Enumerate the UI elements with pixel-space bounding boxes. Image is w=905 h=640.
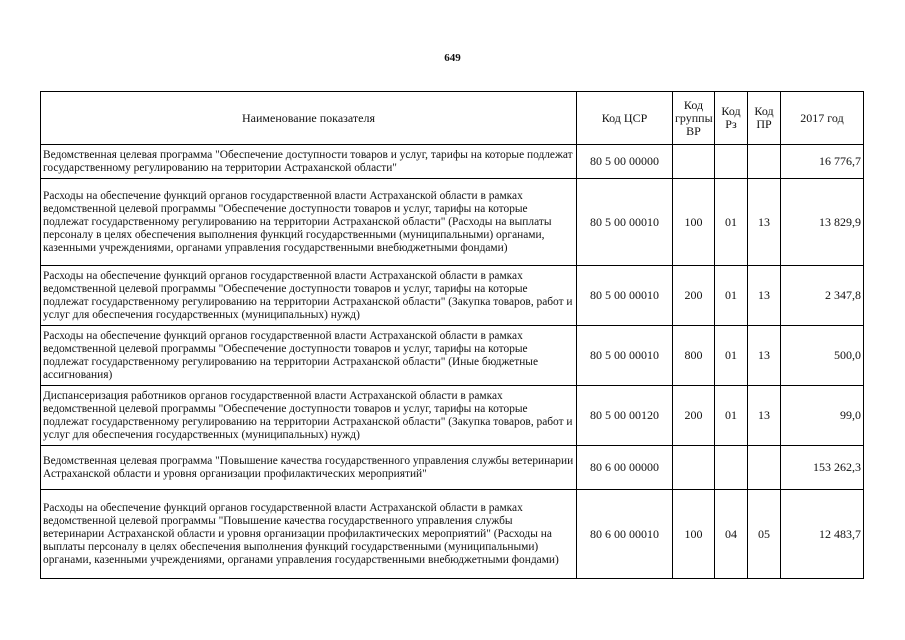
row-pr: 05	[748, 490, 781, 579]
row-vr: 100	[673, 490, 715, 579]
row-vr: 100	[673, 179, 715, 266]
header-name: Наименование показателя	[41, 92, 577, 145]
row-pr: 13	[748, 179, 781, 266]
row-name: Расходы на обеспечение функций органов государственной власти Астраханской области в рамках ведомственной целевой программы "Обеспечение доступности товаров и услуг, тарифы на которые подлежат государственному регулированию на территории Астраханской области" (Закупка товаров, работ и услуг для обеспечения государственных (муниципальных) нужд)	[41, 266, 577, 326]
row-amount: 12 483,7	[781, 490, 864, 579]
row-vr	[673, 145, 715, 179]
header-pr: Код ПР	[748, 92, 781, 145]
header-vr: Код группы ВР	[673, 92, 715, 145]
row-csr: 80 5 00 00010	[577, 326, 673, 386]
row-name: Ведомственная целевая программа "Обеспечение доступности товаров и услуг, тарифы на которые подлежат государственному регулированию на территории Астраханской области"	[41, 145, 577, 179]
row-vr: 800	[673, 326, 715, 386]
table-row	[41, 386, 864, 446]
row-name: Диспансеризация работников органов государственной власти Астраханской области в рамках ведомственной целевой программы "Обеспечение доступности товаров и услуг, тарифы на которые подлежат государственному регулированию на территории Астраханской области" (Закупка товаров, работ и услуг для обеспечения государственных (муниципальных) нужд)	[41, 386, 577, 446]
table-row	[41, 266, 864, 326]
table-row	[41, 179, 864, 266]
row-csr: 80 6 00 00010	[577, 490, 673, 579]
row-pr	[748, 446, 781, 490]
row-vr: 200	[673, 266, 715, 326]
table-header-row	[41, 92, 864, 145]
table-row	[41, 490, 864, 579]
table-row	[41, 446, 864, 490]
table-row	[41, 326, 864, 386]
header-rz: Код Рз	[715, 92, 748, 145]
row-csr: 80 5 00 00120	[577, 386, 673, 446]
row-rz	[715, 145, 748, 179]
header-year: 2017 год	[781, 92, 864, 145]
row-amount: 500,0	[781, 326, 864, 386]
row-amount: 13 829,9	[781, 179, 864, 266]
row-rz: 04	[715, 490, 748, 579]
row-rz: 01	[715, 266, 748, 326]
budget-table	[40, 91, 864, 579]
row-rz: 01	[715, 326, 748, 386]
row-csr: 80 5 00 00010	[577, 179, 673, 266]
row-rz: 01	[715, 179, 748, 266]
row-amount: 99,0	[781, 386, 864, 446]
row-name: Расходы на обеспечение функций органов государственной власти Астраханской области в рамках ведомственной целевой программы "Повышение качества государственного управления службы ветеринарии Астраханской области и уровня организации профилактических мероприятий" (Расходы на выплаты персоналу в целях обеспечения выполнения функций государственными (муниципальными) органами, казенными учреждениями, органами управления государственными внебюджетными фондами)	[41, 490, 577, 579]
row-vr: 200	[673, 386, 715, 446]
row-csr: 80 5 00 00010	[577, 266, 673, 326]
row-amount: 16 776,7	[781, 145, 864, 179]
row-name: Ведомственная целевая программа "Повышение качества государственного управления службы ветеринарии Астраханской области и уровня организации профилактических мероприятий"	[41, 446, 577, 490]
row-amount: 2 347,8	[781, 266, 864, 326]
row-pr: 13	[748, 386, 781, 446]
table-row	[41, 145, 864, 179]
row-amount: 153 262,3	[781, 446, 864, 490]
row-csr: 80 5 00 00000	[577, 145, 673, 179]
row-pr: 13	[748, 266, 781, 326]
row-rz: 01	[715, 386, 748, 446]
row-rz	[715, 446, 748, 490]
row-vr	[673, 446, 715, 490]
row-name: Расходы на обеспечение функций органов государственной власти Астраханской области в рамках ведомственной целевой программы "Обеспечение доступности товаров и услуг, тарифы на которые подлежат государственному регулированию на территории Астраханской области" (Иные бюджетные ассигнования)	[41, 326, 577, 386]
page-number: 649	[444, 52, 461, 64]
row-pr: 13	[748, 326, 781, 386]
header-csr: Код ЦСР	[577, 92, 673, 145]
row-name: Расходы на обеспечение функций органов государственной власти Астраханской области в рамках ведомственной целевой программы "Обеспечение доступности товаров и услуг, тарифы на которые подлежат государственному регулированию на территории Астраханской области" (Расходы на выплаты персоналу в целях обеспечения выполнения функций государственными (муниципальными) органами, казенными учреждениями, органами управления государственными внебюджетными фондами)	[41, 179, 577, 266]
row-csr: 80 6 00 00000	[577, 446, 673, 490]
row-pr	[748, 145, 781, 179]
